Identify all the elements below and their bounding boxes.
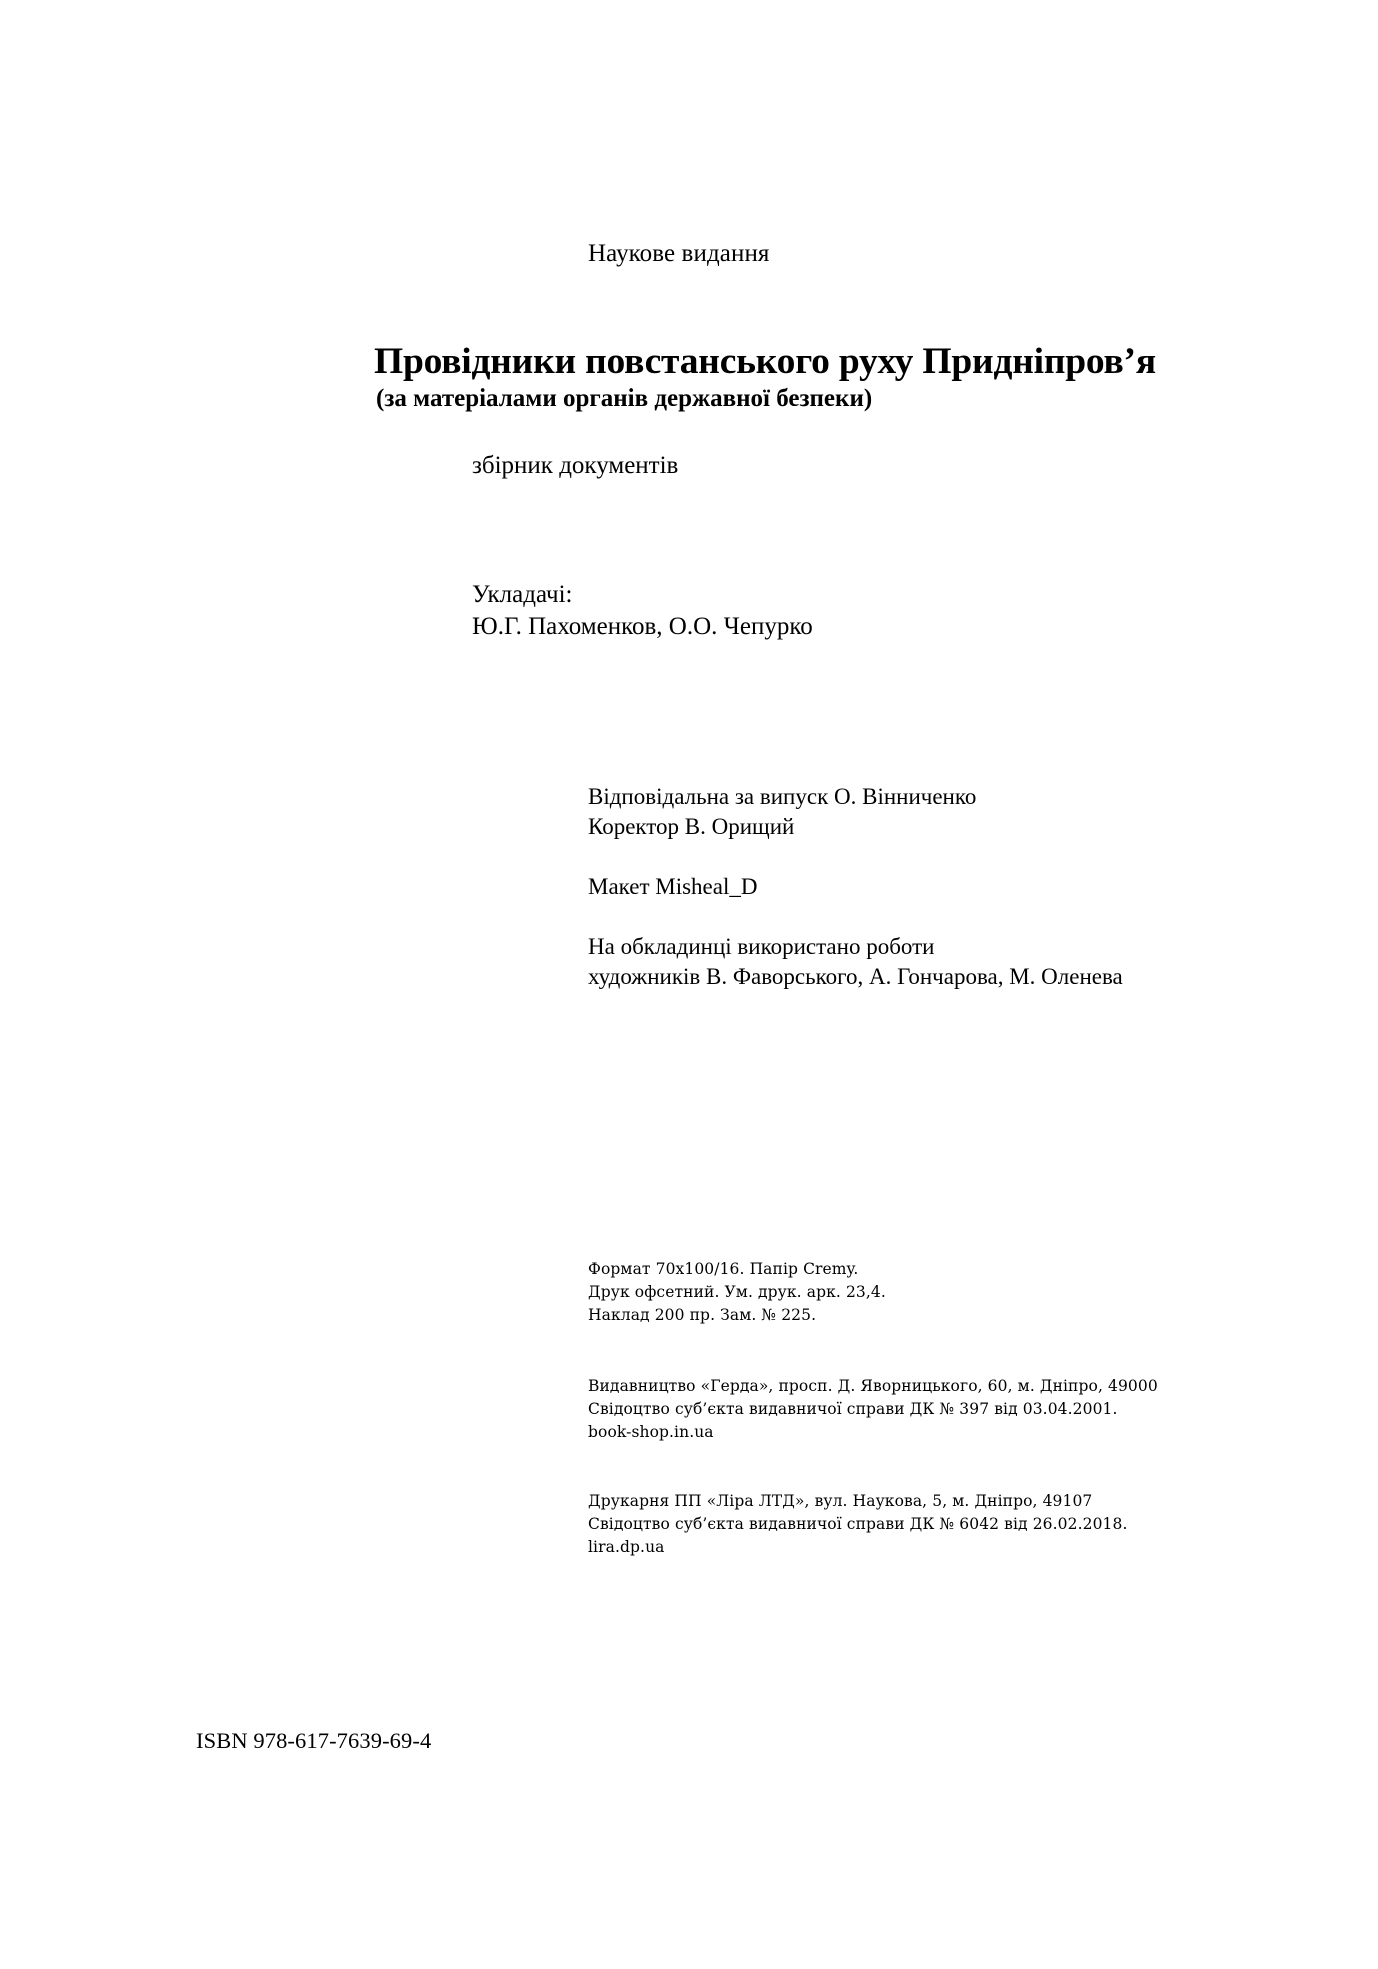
printer-block (588, 1490, 1128, 1559)
printer-certificate: Свідоцтво суб’єкта видавничої справи ДК № 6042 від 26.02.2018. (588, 1515, 1128, 1533)
layout-credit: Макет Misheal_D (588, 874, 758, 899)
print-specs-line: Друк офсетний. Ум. друк. арк. 23,4. (588, 1283, 886, 1301)
print-specs-line: Наклад 200 пр. Зам. № 225. (588, 1306, 817, 1324)
printer-address: Друкарня ПП «Ліра ЛТД», вул. Наукова, 5, м. Дніпро, 49107 (588, 1492, 1093, 1510)
genre-label: збірник документів (472, 452, 679, 479)
printer-website: lira.dp.ua (588, 1538, 665, 1556)
isbn: ISBN 978-617-7639-69-4 (196, 1728, 432, 1753)
compilers-label: Укладачі: (472, 581, 573, 608)
proofreader: Коректор В. Орищий (588, 814, 795, 839)
cover-credit-line-1: На обкладинці використано роботи (588, 934, 935, 959)
book-title: Провідники повстанського руху Придніпров’я (374, 341, 1156, 382)
print-specs-block (588, 1258, 886, 1327)
publisher-certificate: Свідоцтво суб’єкта видавничої справи ДК № 397 від 03.04.2001. (588, 1400, 1118, 1418)
publisher-address: Видавництво «Герда», просп. Д. Яворницького, 60, м. Дніпро, 49000 (588, 1377, 1158, 1395)
publisher-block (588, 1375, 1158, 1444)
cover-credit-line-2: художників В. Фаворського, А. Гончарова, М. Оленева (588, 964, 1123, 989)
book-subtitle: (за матеріалами органів державної безпеки) (376, 385, 873, 412)
print-specs-line: Формат 70x100/16. Папір Cremy. (588, 1260, 859, 1278)
compilers-names: Ю.Г. Пахоменков, О.О. Чепурко (472, 613, 813, 640)
publisher-website: book-shop.in.ua (588, 1423, 714, 1441)
series-label: Наукове видання (588, 240, 770, 267)
responsible-editor: Відповідальна за випуск О. Вінниченко (588, 784, 977, 809)
